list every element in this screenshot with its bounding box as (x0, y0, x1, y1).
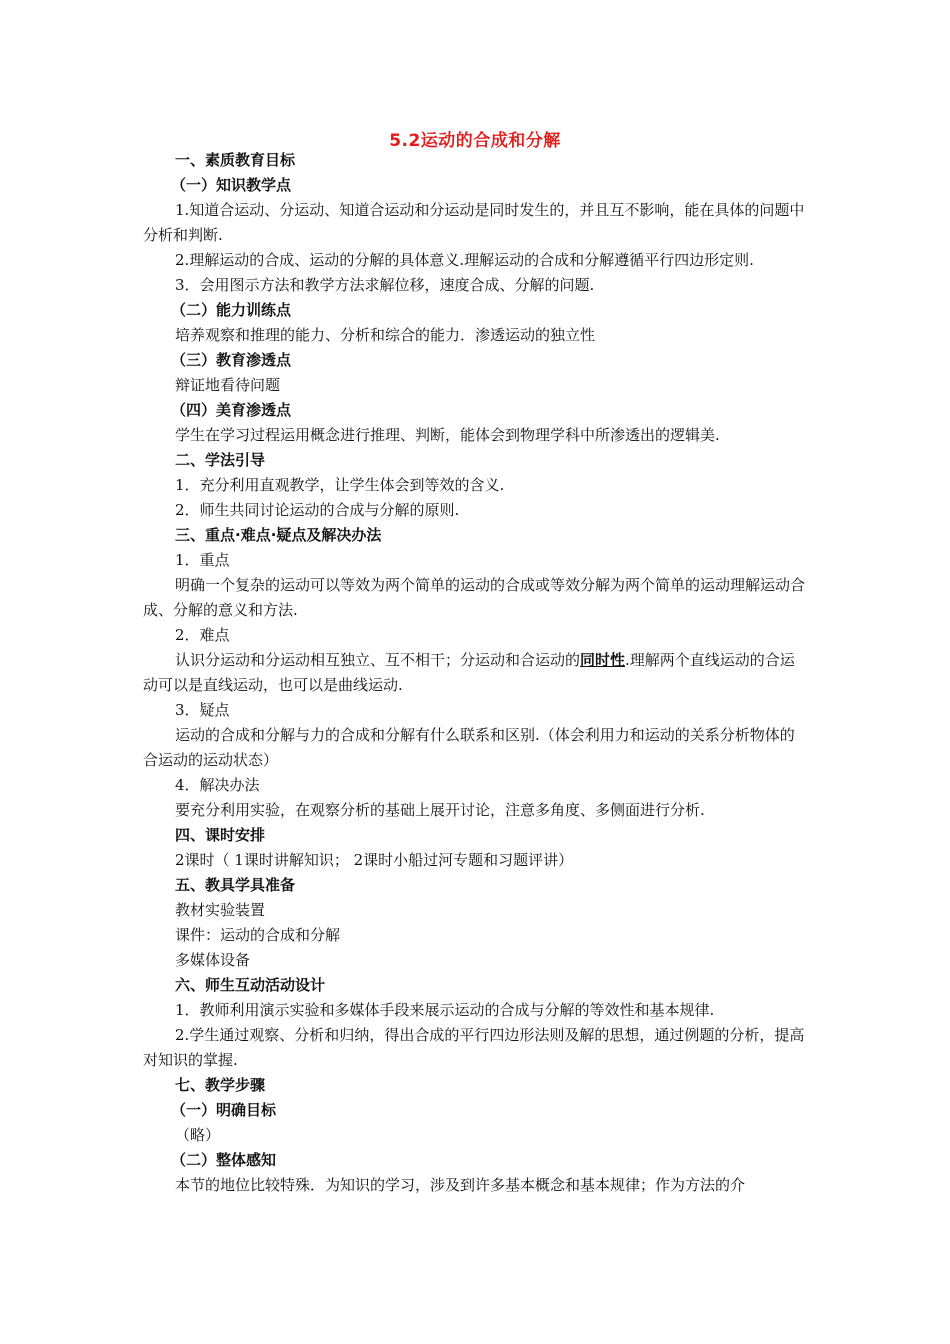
subheading-aesthetics: （四）美育渗透点 (171, 401, 292, 419)
paragraph: 课件：运动的合成和分解 (175, 926, 341, 944)
paragraph: 2.学生通过观察、分析和归纳，得出合成的平行四边形法则及解的思想，通过例题的分析，提高对知识的掌握. (143, 1026, 805, 1069)
list-label: 1．重点 (175, 551, 230, 569)
list-label: 3．疑点 (175, 701, 230, 719)
paragraph: 辩证地看待问题 (175, 376, 281, 394)
text-span: 认识分运动和分运动相互独立、互不相干；分运动和合运动的 (175, 651, 581, 669)
paragraph: 1.知道合运动、分运动、知道合运动和分运动是同时发生的，并且互不影响，能在具体的问题中分析和判断. (143, 201, 805, 244)
document-body (143, 148, 808, 1198)
paragraph: 教材实验装置 (175, 901, 266, 919)
paragraph: 培养观察和推理的能力、分析和综合的能力．渗透运动的独立性 (175, 326, 596, 344)
section-heading-4: 四、课时安排 (175, 826, 266, 844)
section-heading-3: 三、重点·难点·疑点及解决办法 (175, 526, 382, 544)
paragraph: 2．师生共同讨论运动的合成与分解的原则. (175, 501, 460, 519)
section-heading-5: 五、教具学具准备 (175, 876, 296, 894)
paragraph: 要充分利用实验，在观察分析的基础上展开讨论，注意多角度、多侧面进行分析. (175, 801, 705, 819)
paragraph: （略） (175, 1126, 221, 1144)
section-heading-1: 一、素质教育目标 (175, 151, 296, 169)
paragraph: 学生在学习过程运用概念进行推理、判断，能体会到物理学科中所渗透出的逻辑美. (175, 426, 720, 444)
list-label: 4．解决办法 (175, 776, 260, 794)
paragraph: 明确一个复杂的运动可以等效为两个简单的运动的合成或等效分解为两个简单的运动理解运动合成、分解的意义和方法. (143, 576, 806, 619)
section-heading-6: 六、师生互动活动设计 (175, 976, 326, 994)
subheading-ability: （二）能力训练点 (171, 301, 292, 319)
subheading-objectives: （一）明确目标 (171, 1101, 277, 1119)
section-heading-2: 二、学法引导 (175, 451, 266, 469)
paragraph: 本节的地位比较特殊．为知识的学习，涉及到许多基本概念和基本规律；作为方法的介 (175, 1176, 746, 1194)
section-heading-7: 七、教学步骤 (175, 1076, 266, 1094)
underlined-term: 同时性 (580, 651, 626, 669)
subheading-education: （三）教育渗透点 (171, 351, 292, 369)
paragraph: 运动的合成和分解与力的合成和分解有什么联系和区别.（体会利用力和运动的关系分析物体的合运动的运动状态） (143, 726, 795, 769)
paragraph: 2.理解运动的合成、运动的分解的具体意义.理解运动的合成和分解遵循平行四边形定则. (175, 251, 754, 269)
text-span: .理解两个直线运动的合运动可以是直线运动，也可以是曲线运动. (143, 651, 795, 694)
paragraph: 1．教师利用演示实验和多媒体手段来展示运动的合成与分解的等效性和基本规律. (175, 1001, 715, 1019)
subheading-overview: （二）整体感知 (171, 1151, 277, 1169)
paragraph: 1．充分利用直观教学，让学生体会到等效的含义. (175, 476, 505, 494)
list-label: 2．难点 (175, 626, 230, 644)
subheading-knowledge: （一）知识教学点 (171, 176, 292, 194)
document-title: 5.2运动的合成和分解 (389, 131, 561, 151)
paragraph: 3．会用图示方法和教学方法求解位移，速度合成、分解的问题. (175, 276, 595, 294)
paragraph: 2课时（ 1课时讲解知识； 2课时小船过河专题和习题评讲） (175, 851, 574, 869)
paragraph (143, 648, 808, 698)
paragraph: 多媒体设备 (175, 951, 251, 969)
